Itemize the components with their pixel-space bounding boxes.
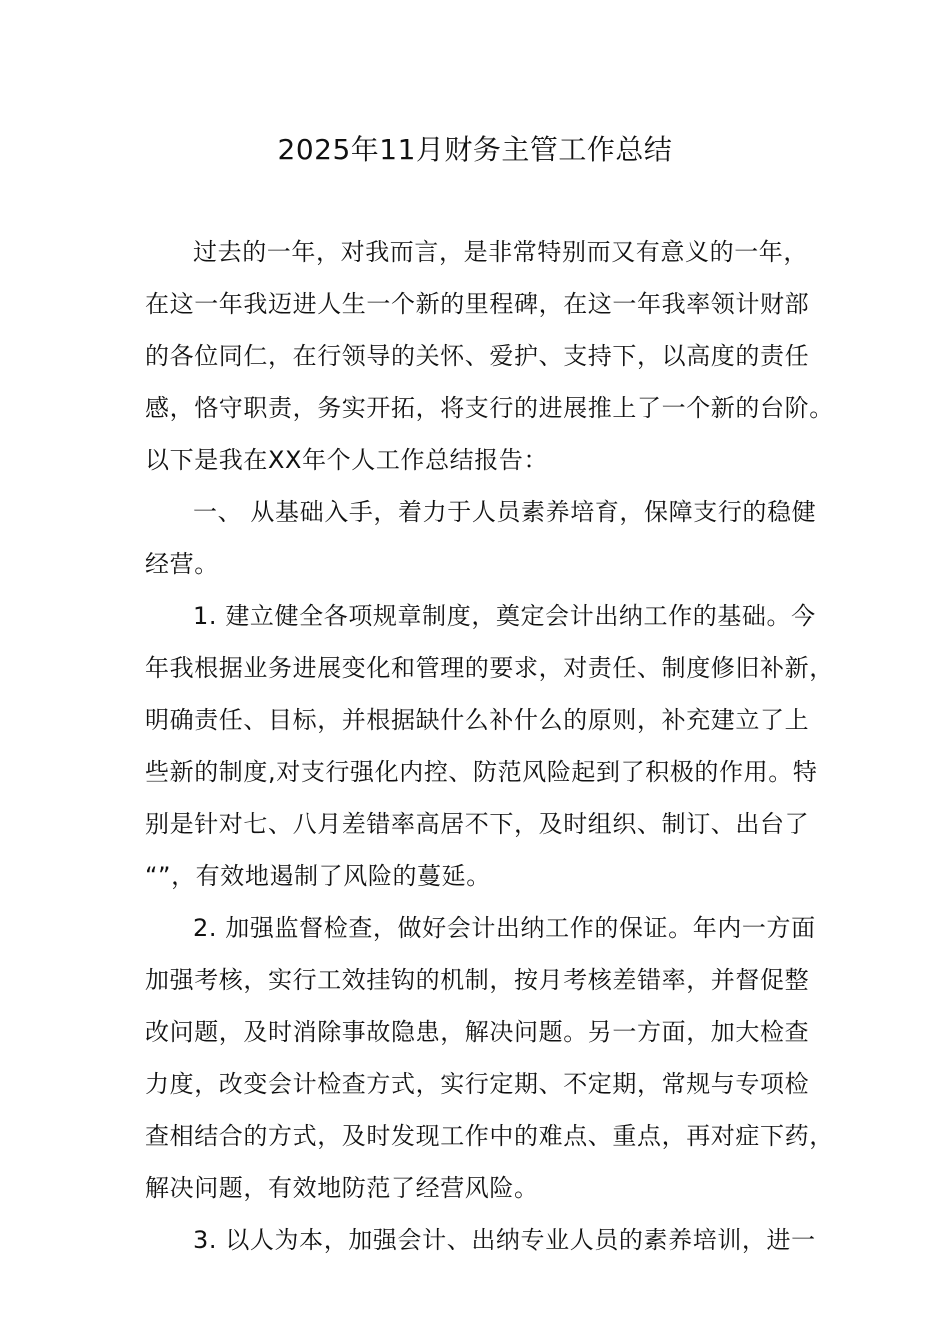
paragraph-line: 3. 以人为本，加强会计、出纳专业人员的素养培训，进一 (193, 1226, 816, 1254)
paragraph-line: 别是针对七、八月差错率高居不下，及时组织、制订、出台了 (145, 810, 810, 838)
section-heading-line: 经营。 (145, 550, 219, 578)
paragraph-line: 改问题，及时消除事故隐患，解决问题。另一方面，加大检查 (145, 1018, 810, 1046)
paragraph-line: 些新的制度,对支行强化内控、防范风险起到了积极的作用。特 (145, 758, 818, 786)
paragraph-line: 2. 加强监督检查，做好会计出纳工作的保证。年内一方面 (193, 914, 816, 942)
paragraph-line: 力度，改变会计检查方式，实行定期、不定期，常规与专项检 (145, 1070, 810, 1098)
document-title: 2025年11月财务主管工作总结 (277, 133, 673, 166)
paragraph-line: 查相结合的方式，及时发现工作中的难点、重点，再对症下药， (145, 1122, 834, 1150)
paragraph-line: 1. 建立健全各项规章制度，奠定会计出纳工作的基础。今 (193, 602, 816, 630)
paragraph-line: 感，恪守职责，务实开拓，将支行的进展推上了一个新的台阶。 (145, 394, 834, 422)
paragraph-line: 过去的一年，对我而言，是非常特别而又有意义的一年， (193, 238, 808, 266)
paragraph-line: 以下是我在XX年个人工作总结报告： (145, 446, 549, 474)
paragraph-line: “”，有效地遏制了风险的蔓延。 (145, 862, 491, 890)
paragraph-line: 加强考核，实行工效挂钩的机制，按月考核差错率，并督促整 (145, 966, 810, 994)
document-body (145, 228, 834, 1268)
paragraph-line: 年我根据业务进展变化和管理的要求，对责任、制度修旧补新， (145, 654, 834, 682)
section-heading-line: 一、 从基础入手，着力于人员素养培育，保障支行的稳健 (193, 498, 817, 526)
paragraph-line: 明确责任、目标，并根据缺什么补什么的原则，补充建立了上 (145, 706, 810, 734)
paragraph-line: 解决问题，有效地防范了经营风险。 (145, 1174, 539, 1202)
paragraph-line: 的各位同仁，在行领导的关怀、爱护、支持下，以高度的责任 (145, 342, 810, 370)
paragraph-line: 在这一年我迈进人生一个新的里程碑，在这一年我率领计财部 (145, 290, 810, 318)
